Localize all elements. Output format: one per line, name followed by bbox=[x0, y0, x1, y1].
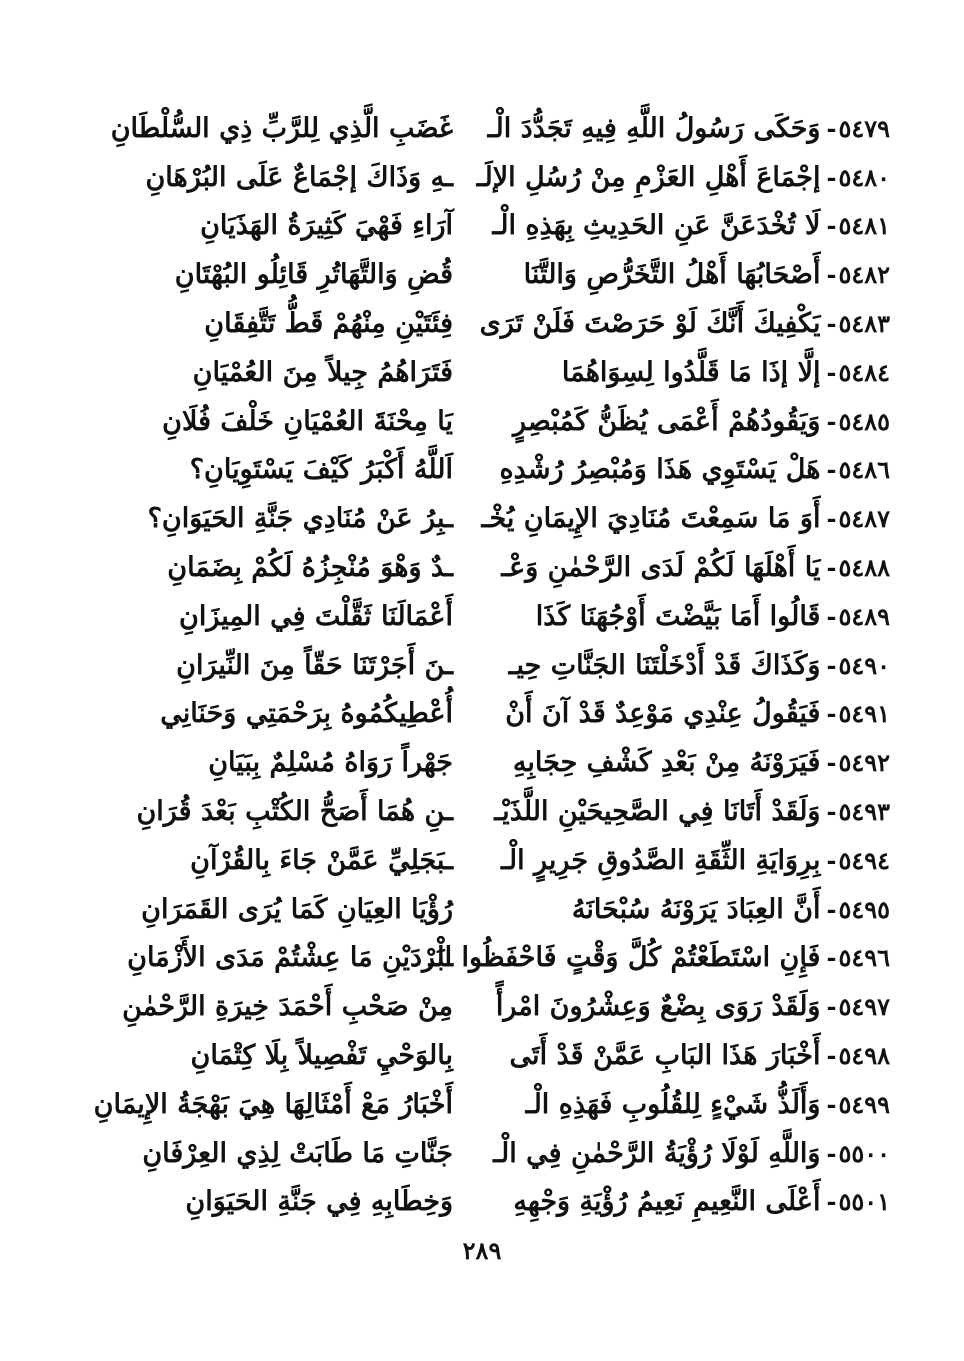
verse-number: ٥٤٨٢ bbox=[838, 260, 890, 290]
second-hemistich: جَهْراً رَوَاهُ مُسْلِمٌ بِبَيَانِ bbox=[208, 747, 453, 779]
first-hemistich-text: أَخْبَارَ هَذَا البَابِ عَمَّنْ قَدْ أَتَى bbox=[509, 1040, 821, 1072]
second-hemistich: ـهِ وَذَاكَ إجْمَاعٌ عَلَى البُرْهَانِ bbox=[145, 161, 453, 193]
verse-number: ٥٤٨٧ bbox=[838, 504, 890, 534]
first-hemistich bbox=[485, 747, 890, 778]
verse-number: ٥٤٨٣ bbox=[838, 309, 890, 339]
verse-line bbox=[70, 885, 890, 934]
second-hemistich: أَخْبَارُ مَعْ أَمْثَالِهَا هِيَ بَهْجَةُ الإِيمَانِ bbox=[93, 1088, 453, 1120]
verse-line bbox=[70, 787, 890, 836]
second-hemistich: ـبَرْدَيْنِ مَا عِشْتُمْ مَدَى الأَزْمَانِ bbox=[127, 942, 453, 974]
first-hemistich-text: فَيَرَوْنَهُ مِنْ بَعْدِ كَشْفِ حِجَابِهِ bbox=[512, 747, 821, 779]
verse-dash: - bbox=[826, 601, 837, 631]
second-hemistich: فَتَرَاهُمُ جِيلاً مِنَ العُمْيَانِ bbox=[192, 356, 453, 388]
first-hemistich bbox=[485, 259, 890, 290]
verse-dash: - bbox=[826, 1138, 837, 1168]
verse-number: ٥٥٠١ bbox=[838, 1187, 890, 1217]
second-hemistich: ـدٌ وَهْوَ مُنْجِزُهُ لَكُمْ بِضَمَانِ bbox=[167, 552, 453, 584]
verse-line bbox=[70, 836, 890, 885]
first-hemistich-text: أَصْحَابُهَا أَهْلُ التَّخَرُّصِ وَالتَّنَا bbox=[523, 259, 821, 291]
verse-dash: - bbox=[826, 504, 837, 534]
second-hemistich: قُضِ وَالتَّهَاتُرِ قَائِلُو البُهْتَانِ bbox=[174, 259, 453, 291]
verse-line bbox=[70, 348, 890, 397]
first-hemistich bbox=[485, 552, 890, 583]
verse-number: ٥٤٨٥ bbox=[838, 406, 890, 436]
verse-dash: - bbox=[826, 650, 837, 680]
verse-number: ٥٤٨٠ bbox=[838, 162, 890, 192]
first-hemistich bbox=[485, 1089, 890, 1120]
verse-number: ٥٤٩٥ bbox=[838, 894, 890, 924]
first-hemistich bbox=[485, 1040, 890, 1071]
first-hemistich bbox=[485, 894, 890, 925]
second-hemistich: ـنَ أَجَرْتَنَا حَقّاً مِنَ النِّيرَانِ bbox=[176, 649, 453, 681]
second-hemistich: فِئَتَيْنِ مِنْهُمْ قَطُّ تَتَّفِقَانِ bbox=[204, 308, 453, 340]
verse-number: ٥٥٠٠ bbox=[838, 1138, 890, 1168]
verse-dash: - bbox=[826, 1041, 837, 1071]
verse-number: ٥٤٩٨ bbox=[838, 1041, 890, 1071]
verse-line bbox=[70, 592, 890, 641]
first-hemistich-text: بِرِوَايَةِ الثِّقَةِ الصَّدُوقِ جَرِيرٍ الْـ bbox=[500, 844, 821, 876]
verse-dash: - bbox=[826, 406, 837, 436]
page-number: ٢٨٩ bbox=[462, 1236, 502, 1265]
second-hemistich: جَنَّاتِ مَا طَابَتْ لِذِي العِرْفَانِ bbox=[142, 1137, 453, 1169]
verse-line bbox=[70, 1031, 890, 1080]
first-hemistich-text: أَوَ مَا سَمِعْتَ مُنَادِيَ الإِيمَانِ يُخْـ bbox=[481, 503, 821, 535]
first-hemistich bbox=[485, 845, 890, 876]
verse-line bbox=[70, 641, 890, 690]
first-hemistich-text: إلَّا إذَا مَا قَلَّدُوا لِسِوَاهُمَا bbox=[561, 356, 821, 388]
verse-dash: - bbox=[826, 162, 837, 192]
first-hemistich bbox=[485, 991, 890, 1022]
verse-number: ٥٤٩٧ bbox=[838, 992, 890, 1022]
second-hemistich: أَعْمَالَنَا ثَقَّلْتَ فِي المِيزَانِ bbox=[179, 600, 453, 632]
second-hemistich: غَضَبِ الَّذِي لِلرَّبِّ ذِي السُّلْطَانِ bbox=[110, 112, 453, 144]
first-hemistich bbox=[485, 210, 890, 241]
verse-number: ٥٤٨٤ bbox=[838, 357, 890, 387]
first-hemistich-text: هَلْ يَسْتَوِي هَذَا وَمُبْصِرُ رُشْدِهِ bbox=[499, 454, 821, 486]
first-hemistich bbox=[485, 454, 890, 485]
first-hemistich bbox=[485, 796, 890, 827]
verse-dash: - bbox=[826, 357, 837, 387]
verse-number: ٥٤٩٦ bbox=[838, 943, 890, 973]
first-hemistich-text: وَيَقُودُهُمْ أَعْمَى يُظَنُّ كَمُبْصِرٍ bbox=[513, 405, 821, 437]
verse-line bbox=[70, 494, 890, 543]
verse-dash: - bbox=[826, 748, 837, 778]
verse-line bbox=[70, 299, 890, 348]
first-hemistich-text: يَا أَهْلَهَا لَكُمْ لَدَى الرَّحْمٰنِ وَعْـ bbox=[501, 552, 821, 584]
second-hemistich: رُؤْيَا العِيَانِ كَمَا يُرَى القَمَرَانِ bbox=[141, 893, 453, 925]
first-hemistich bbox=[485, 357, 890, 388]
verse-dash: - bbox=[826, 260, 837, 290]
first-hemistich-text: وَحَكَى رَسُولُ اللَّهِ فِيهِ تَجَدُّدَ الْـ bbox=[487, 112, 821, 144]
verse-dash: - bbox=[826, 797, 837, 827]
first-hemistich-text: إجْمَاعَ أَهْلِ العَزْمِ مِنْ رُسُلِ الإلَـ bbox=[476, 161, 821, 193]
verse-number: ٥٤٨٦ bbox=[838, 455, 890, 485]
verse-line bbox=[70, 1080, 890, 1129]
verse-line bbox=[70, 104, 890, 153]
first-hemistich-text: وَلَقَدْ رَوَى بِضْعٌ وَعِشْرُونَ امْرأً bbox=[495, 991, 821, 1023]
first-hemistich bbox=[485, 601, 890, 632]
verse-number: ٥٤٧٩ bbox=[838, 113, 890, 143]
verse-line bbox=[70, 250, 890, 299]
verse-dash: - bbox=[826, 1187, 837, 1217]
first-hemistich-text: لَا تُخْدَعَنَّ عَنِ الحَدِيثِ بِهَذِهِ الْـ bbox=[492, 210, 821, 242]
first-hemistich bbox=[485, 698, 890, 729]
first-hemistich bbox=[481, 503, 890, 535]
first-hemistich-text: فَإِنِ اسْتَطَعْتُمْ كُلَّ وَقْتٍ فَاحْفَظُوا الْـ bbox=[428, 942, 821, 974]
verse-dash: - bbox=[826, 309, 837, 339]
verse-line bbox=[70, 1129, 890, 1178]
second-hemistich: ـبِرُ عَنْ مُنَادِي جَنَّةِ الحَيَوَانِ؟ bbox=[147, 503, 453, 535]
verse-line bbox=[70, 202, 890, 251]
verse-dash: - bbox=[826, 1089, 837, 1119]
first-hemistich-text: وَكَذَاكَ قَدْ أَدْخَلْتَنَا الجَنَّاتِ حِيـ bbox=[508, 649, 821, 681]
verse-line bbox=[70, 934, 890, 983]
verse-line bbox=[70, 738, 890, 787]
first-hemistich bbox=[485, 650, 890, 681]
verse-number: ٥٤٩٢ bbox=[838, 748, 890, 778]
first-hemistich bbox=[476, 161, 890, 193]
first-hemistich-text: وَلَقَدْ أَتَانَا فِي الصَّحِيحَيْنِ اللَّذَيْـ bbox=[494, 796, 821, 828]
second-hemistich: ـبَجَلِيِّ عَمَّنْ جَاءَ بِالقُرْآنِ bbox=[190, 844, 453, 876]
second-hemistich: وَخِطَابِهِ فِي جَنَّةِ الحَيَوَانِ bbox=[185, 1186, 453, 1218]
second-hemistich: أُعْطِيكُمُوهُ بِرَحْمَتِي وَحَنَانِي bbox=[160, 698, 453, 730]
first-hemistich-text: فَيَقُولُ عِنْدِي مَوْعِدٌ قَدْ آنَ أَنْ bbox=[505, 698, 821, 730]
verse-line bbox=[70, 446, 890, 495]
verse-line bbox=[70, 397, 890, 446]
first-hemistich bbox=[479, 308, 890, 340]
verse-dash: - bbox=[826, 894, 837, 924]
verse-dash: - bbox=[826, 455, 837, 485]
verse-number: ٥٤٩٤ bbox=[838, 845, 890, 875]
verse-dash: - bbox=[826, 211, 837, 241]
first-hemistich-text: يَكْفِيكَ أَنَّكَ لَوْ حَرَصْتَ فَلَنْ تَرَى bbox=[479, 308, 821, 340]
first-hemistich-text: قَالُوا أَمَا بَيَّضْتَ أَوْجُهَنَا كَذَا bbox=[535, 600, 821, 632]
second-hemistich: اَللَّهُ أَكْبَرُ كَيْفَ يَسْتَوِيَانِ؟ bbox=[189, 454, 453, 486]
poem-verses bbox=[70, 104, 890, 1226]
verse-number: ٥٤٩١ bbox=[838, 699, 890, 729]
first-hemistich-text: وَاللَّهِ لَوْلَا رُؤْيَةُ الرَّحْمٰنِ فِي الْـ bbox=[493, 1137, 821, 1169]
verse-line bbox=[70, 153, 890, 202]
first-hemistich bbox=[428, 942, 890, 974]
verse-dash: - bbox=[826, 699, 837, 729]
verse-line bbox=[70, 543, 890, 592]
verse-number: ٥٤٨٩ bbox=[838, 601, 890, 631]
second-hemistich: ـنِ هُمَا أَصَحُّ الكُتْبِ بَعْدَ قُرَانِ bbox=[136, 796, 453, 828]
first-hemistich bbox=[485, 1186, 890, 1217]
second-hemistich: يَا مِحْنَةَ العُمْيَانِ خَلْفَ فُلَانِ bbox=[162, 405, 453, 437]
verse-dash: - bbox=[826, 992, 837, 1022]
verse-number: ٥٤٨٨ bbox=[838, 553, 890, 583]
first-hemistich-text: أَنَّ العِبَادَ يَرَوْنَهُ سُبْحَانَهُ bbox=[571, 893, 821, 925]
verse-dash: - bbox=[826, 845, 837, 875]
first-hemistich-text: أَعْلَى النَّعِيمِ نَعِيمُ رُؤْيَةِ وَجْهِهِ bbox=[513, 1186, 821, 1218]
verse-line bbox=[70, 1178, 890, 1227]
verse-line bbox=[70, 982, 890, 1031]
first-hemistich bbox=[485, 1138, 890, 1169]
verse-number: ٥٤٨١ bbox=[838, 211, 890, 241]
verse-number: ٥٤٩٣ bbox=[838, 797, 890, 827]
second-hemistich: بِالوَحْيِ تَفْصِيلاً بِلَا كِتْمَانِ bbox=[190, 1040, 453, 1072]
verse-dash: - bbox=[826, 943, 837, 973]
first-hemistich bbox=[485, 113, 890, 144]
second-hemistich: مِنْ صَحْبِ أَحْمَدَ خِيرَةِ الرَّحْمٰنِ bbox=[122, 991, 453, 1023]
first-hemistich bbox=[485, 406, 890, 437]
second-hemistich: آرَاءِ فَهْيَ كَثِيرَةُ الهَذَيَانِ bbox=[200, 210, 453, 242]
first-hemistich-text: وَأَلَذُّ شَيْءٍ لِلقُلُوبِ فَهَذِهِ الْـ bbox=[525, 1088, 821, 1120]
verse-dash: - bbox=[826, 113, 837, 143]
verse-number: ٥٤٩٩ bbox=[838, 1089, 890, 1119]
verse-number: ٥٤٩٠ bbox=[838, 650, 890, 680]
verse-line bbox=[70, 690, 890, 739]
verse-dash: - bbox=[826, 553, 837, 583]
